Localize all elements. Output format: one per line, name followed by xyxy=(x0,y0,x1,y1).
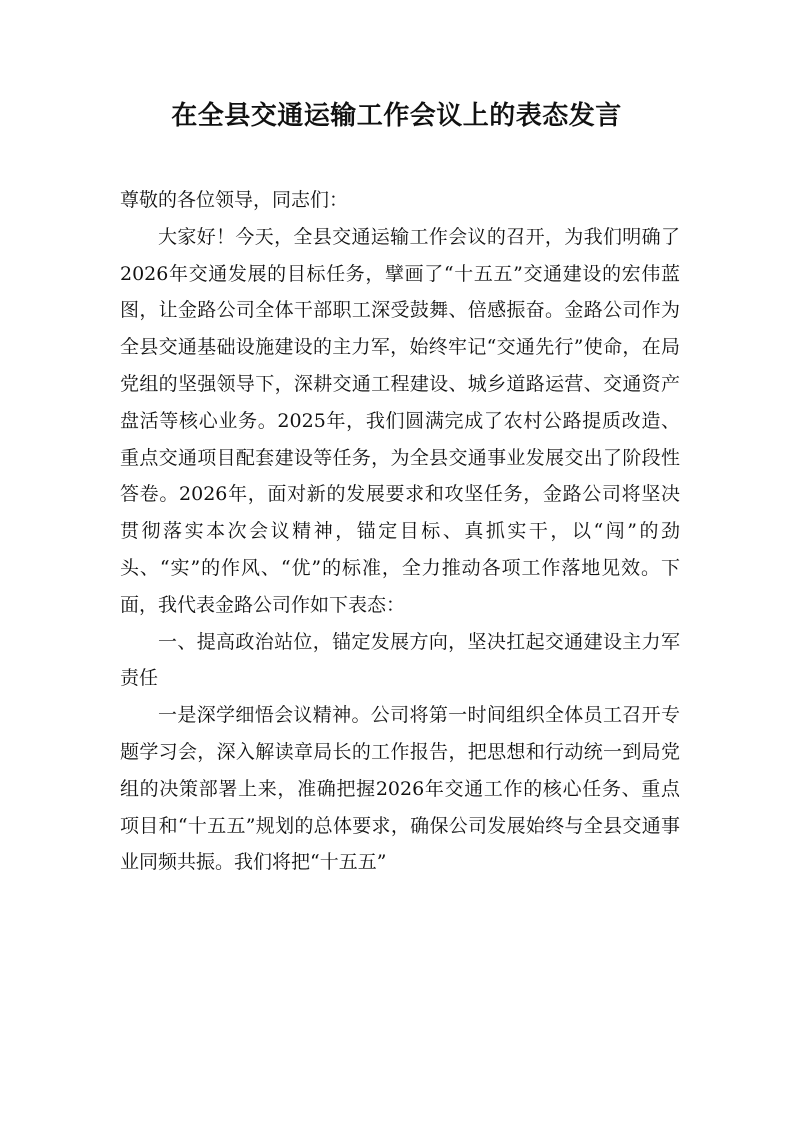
salutation: 尊敬的各位领导，同志们： xyxy=(120,189,349,211)
paragraph-opening: 大家好！今天，全县交通运输工作会议的召开，为我们明确了2026年交通发展的目标任务，擘画了“十五五”交通建设的宏伟蓝图，让金路公司全体干部职工深受鼓舞、倍感振奋。金路公司作为全县交通基础设施建设的主力军，始终牢记“交通先行”使命，在局党组的坚强领导下，深耕交通工程建设、城乡道路运营、交通资产盘活等核心业务。2025年，我们圆满完成了农村公路提质改造、重点交通项目配套建设等任务，为全县交通事业发展交出了阶段性答卷。2026年，面对新的发展要求和攻坚任务，金路公司将坚决贯彻落实本次会议精神，锚定目标、真抓实干，以“闯”的劲头、“实”的作风、“优”的标准，全力推动各项工作落地见效。下面，我代表金路公司作如下表态： xyxy=(120,225,680,616)
document-title: 在全县交通运输工作会议上的表态发言 xyxy=(171,101,622,131)
document-body xyxy=(120,182,680,881)
section-heading-1: 一、提高政治站位，锚定发展方向，坚决扛起交通建设主力军责任 xyxy=(120,630,680,690)
paragraph-point-1: 一是深学细悟会议精神。公司将第一时间组织全体员工召开专题学习会，深入解读章局长的工作报告，把思想和行动统一到局党组的决策部署上来，准确把握2026年交通工作的核心任务、重点项目和“十五五”规划的总体要求，确保公司发展始终与全县交通事业同频共振。我们将把“十五五” xyxy=(120,704,680,874)
